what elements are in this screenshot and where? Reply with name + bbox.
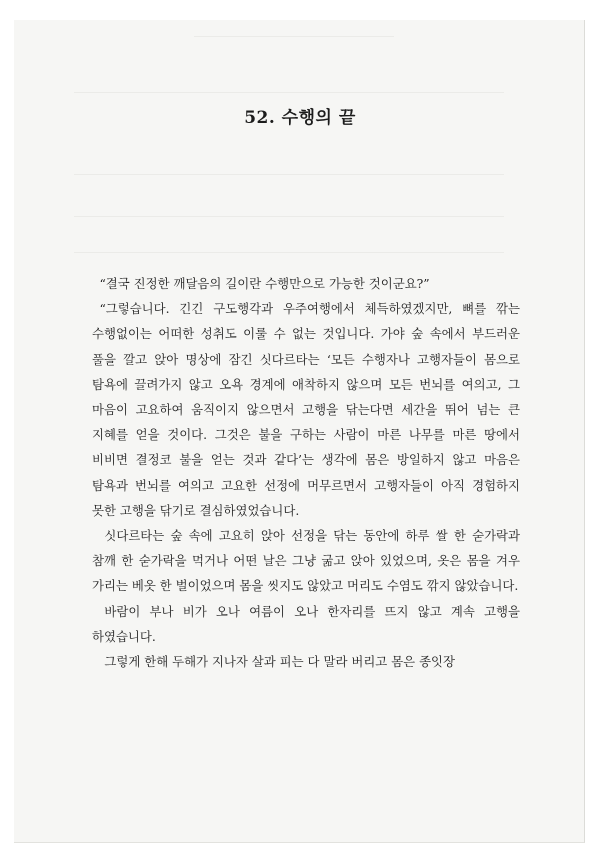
chapter-title: 52. 수행의 끝 <box>244 108 356 128</box>
bleed-through-line <box>74 174 504 175</box>
paragraph: “그렇습니다. 긴긴 구도행각과 우주여행에서 체득하였겠지만, 뼈를 깎는 수행없이는 어떠한 성취도 이룰 수 없는 것입니다. 가야 숲 속에서 부드러운 풀을 깔고 앉아 명상에 잠긴 싯다르타는 ‘모든 수행자나 고행자들이 몸으로 탐욕에 끌려가지 않고 오욕 경계에 애착하지 않으며 모든 번뇌를 여의고, 그 마음이 고요하여 움직이지 않으면서 고행을 닦는다면 세간을 뛰어 넘는 큰 지혜를 얻을 것이다. 그것은 불을 구하는 사람이 마른 나무를 마른 땅에서 비비면 결정코 불을 얻는 것과 같다’는 생각에 몸은 방일하지 않고 마음은 탐욕과 번뇌를 여의고 고요한 선정에 머무르면서 고행자들이 아직 경험하지 못한 고행을 닦기로 결심하였었습니다. <box>92 301 520 518</box>
bleed-through-line <box>74 92 504 93</box>
paragraph: 그렇게 한해 두해가 지나자 살과 피는 다 말라 버리고 몸은 종잇장 <box>104 654 455 670</box>
body-text <box>92 271 520 674</box>
bleed-through-line <box>74 252 504 253</box>
bleed-through-line <box>194 36 394 37</box>
paragraph: 싯다르타는 숲 속에 고요히 앉아 선정을 닦는 동안에 하루 쌀 한 숟가락과 참깨 한 숟가락을 먹거나 어떤 날은 그냥 굶고 앉아 있었으며, 옷은 몸을 겨우 가리는 베옷 한 벌이었으며 몸을 씻지도 않았고 머리도 수염도 깎지 않았습니다. <box>92 528 520 594</box>
paragraph: 바람이 부나 비가 오나 여름이 오나 한자리를 뜨지 않고 계속 고행을 하였습니다. <box>92 603 520 644</box>
bleed-through-line <box>74 216 504 217</box>
paragraph: “결국 진정한 깨달음의 길이란 수행만으로 가능한 것이군요?” <box>99 276 430 291</box>
